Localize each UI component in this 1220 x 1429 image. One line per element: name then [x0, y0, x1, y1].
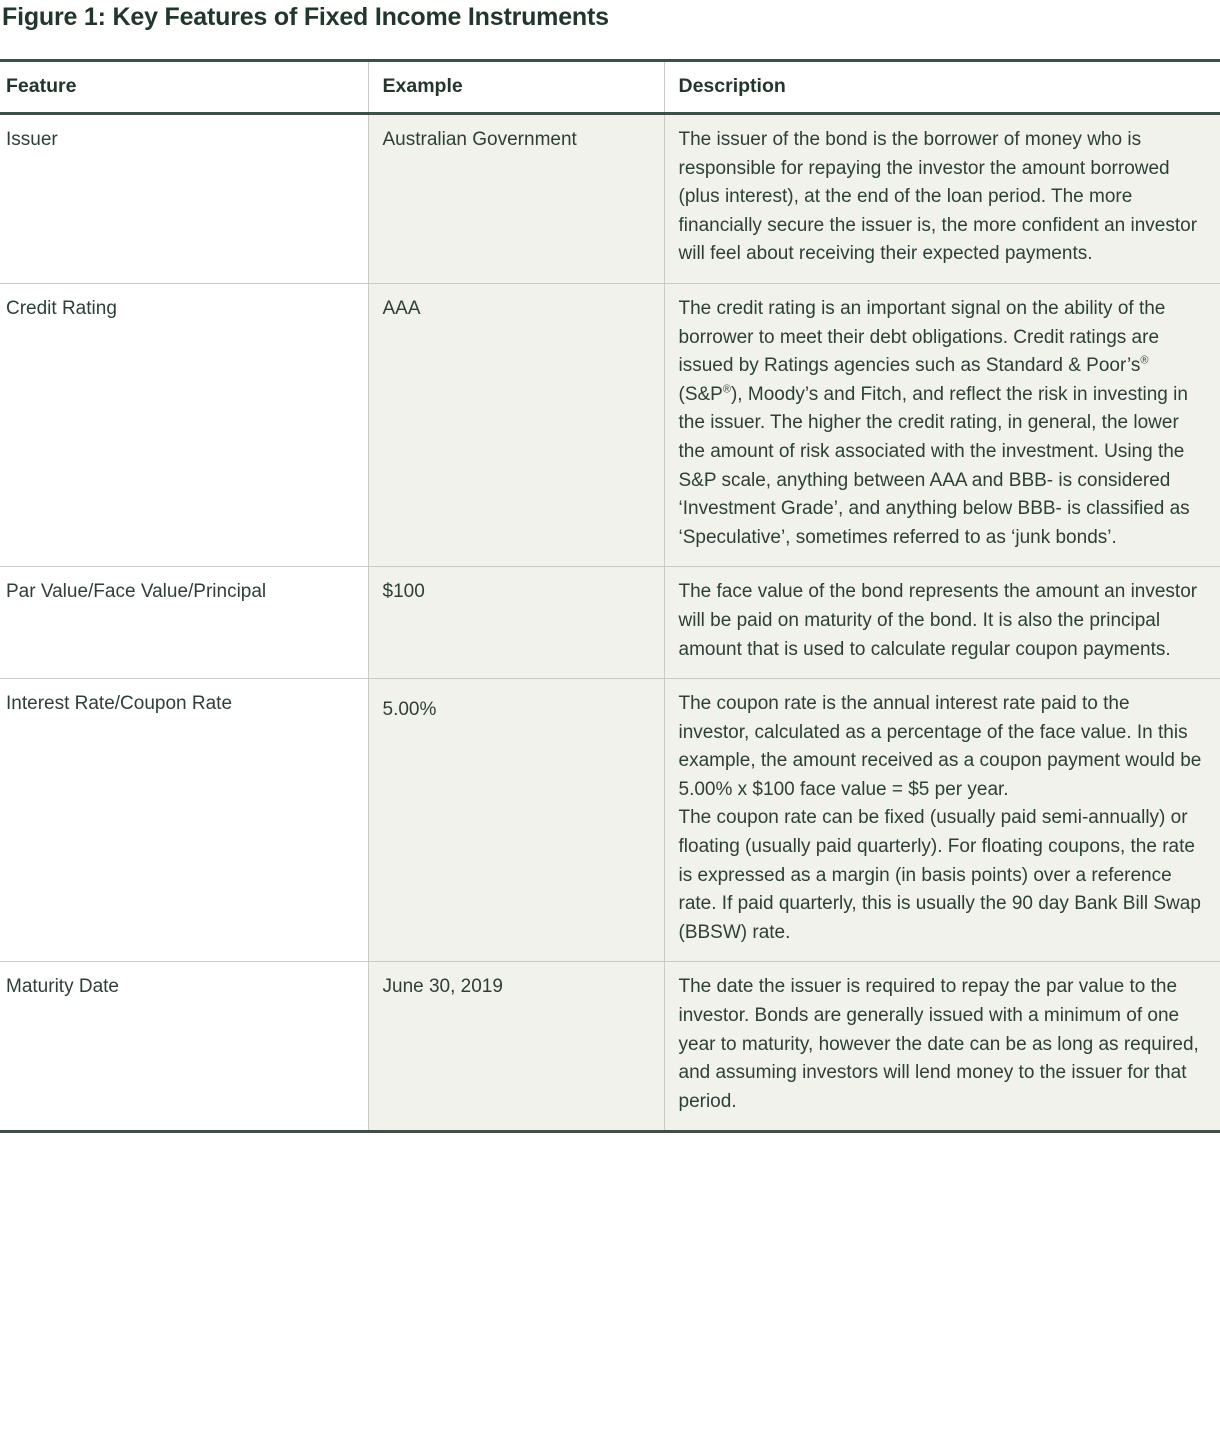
description-paragraph: The credit rating is an important signal on the ability of the borrower to meet their debt obligations. Credit ratings are issued by Ratings agencies such as Standard & Poor’s® (S&P®), Moody’s and Fitch, and reflect the risk in investing in the issuer. The higher the credit rating, in general, the lower the amount of risk associated with the investment. Using the S&P scale, anything between AAA and BBB- is considered ‘Investment Grade’, and anything below BBB- is classified as ‘Speculative’, sometimes referred to as ‘junk bonds’.: [678, 297, 1190, 548]
cell-example: AAA: [368, 283, 664, 566]
table-body: [0, 114, 1220, 1132]
description-paragraph: The issuer of the bond is the borrower of money who is responsible for repaying the investor the amount borrowed (plus interest), at the end of the loan period. The more financially secure the issuer is, the more confident an investor will feel about receiving their expected payments.: [678, 129, 1198, 265]
table-header-row: [0, 61, 1220, 114]
cell-example: June 30, 2019: [368, 962, 664, 1132]
cell-description: [664, 962, 1220, 1132]
registered-trademark-symbol: ®: [722, 383, 731, 396]
column-header-example: Example: [368, 61, 664, 114]
column-header-description: Description: [664, 61, 1220, 114]
description-paragraph: The coupon rate is the annual interest rate paid to the investor, calculated as a percentage of the face value. In this example, the amount received as a coupon payment would be 5.00% x $100 face value = $5 per year.: [678, 693, 1202, 800]
registered-trademark-symbol: ®: [1140, 354, 1149, 367]
cell-feature: Maturity Date: [0, 962, 368, 1132]
cell-description: [664, 679, 1220, 962]
table-row: [0, 567, 1220, 679]
cell-feature: Credit Rating: [0, 283, 368, 566]
table-header: [0, 61, 1220, 114]
description-paragraph: The date the issuer is required to repay the par value to the investor. Bonds are generally issued with a minimum of one year to maturity, however the date can be as long as required, and assuming investors will lend money to the issuer for that period.: [678, 976, 1199, 1112]
cell-description: [664, 567, 1220, 679]
table-row: [0, 114, 1220, 284]
cell-description: [664, 114, 1220, 284]
cell-example: Australian Government: [368, 114, 664, 284]
table-row: [0, 962, 1220, 1132]
page-title: Figure 1: Key Features of Fixed Income Instruments: [2, 3, 609, 31]
description-paragraph: The face value of the bond represents the amount an investor will be paid on maturity of the bond. It is also the principal amount that is used to calculate regular coupon payments.: [678, 581, 1198, 660]
cell-feature: Interest Rate/Coupon Rate: [0, 679, 368, 962]
key-features-table: [0, 59, 1220, 1133]
description-paragraph: The coupon rate can be fixed (usually paid semi-annually) or floating (usually paid quarterly). For floating coupons, the rate is expressed as a margin (in basis points) over a reference rate. If paid quarterly, this is usually the 90 day Bank Bill Swap (BBSW) rate.: [678, 807, 1201, 943]
cell-example: [368, 679, 664, 962]
cell-feature: Par Value/Face Value/Principal: [0, 567, 368, 679]
cell-example: $100: [368, 567, 664, 679]
column-header-feature: Feature: [0, 61, 368, 114]
table-row: [0, 679, 1220, 962]
cell-description: [664, 283, 1220, 566]
example-value: 5.00%: [382, 699, 437, 721]
table-row: [0, 283, 1220, 566]
cell-feature: Issuer: [0, 114, 368, 284]
